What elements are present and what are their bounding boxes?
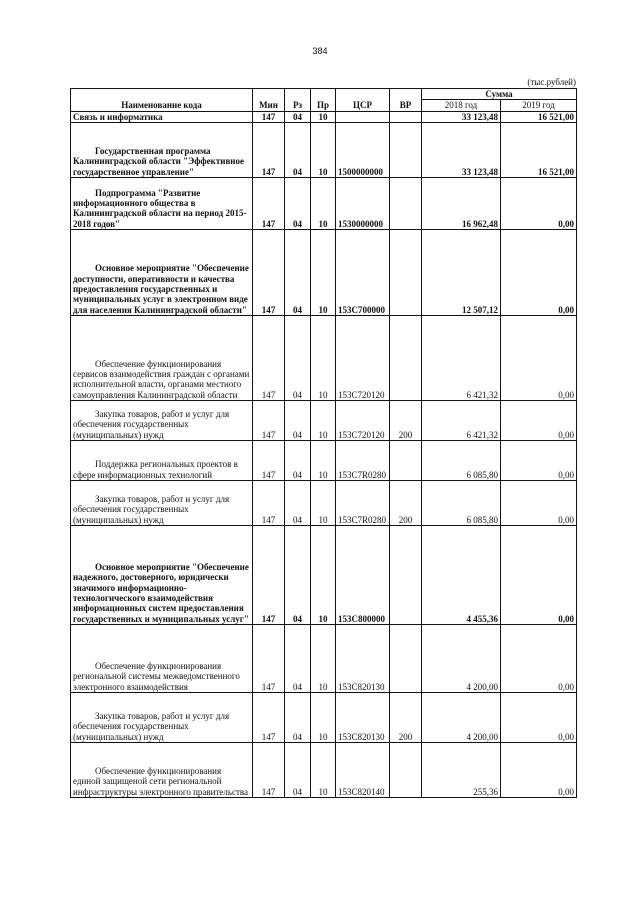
vr-cell — [390, 742, 422, 797]
sum-2019-cell: 0,00 — [501, 440, 577, 480]
pr-cell: 10 — [311, 480, 336, 525]
sum-2019-cell: 0,00 — [501, 400, 577, 440]
name-cell: Закупка товаров, работ и услуг для обеспечения государственных (муниципальных) нужд — [71, 692, 253, 742]
table-row — [71, 177, 577, 229]
pr-cell: 10 — [311, 440, 336, 480]
vr-cell — [390, 525, 422, 624]
csr-cell: 153C800000 — [336, 525, 390, 624]
sum-2019-cell: 0,00 — [501, 177, 577, 229]
pr-cell: 10 — [311, 400, 336, 440]
sum-2019-cell: 16 521,00 — [501, 122, 577, 177]
vr-cell — [390, 624, 422, 692]
pr-cell: 10 — [311, 122, 336, 177]
sum-2019-cell: 0,00 — [501, 525, 577, 624]
csr-cell: 153C820130 — [336, 624, 390, 692]
sum-2018-cell: 4 200,00 — [422, 692, 501, 742]
csr-cell: 153C7R0280 — [336, 480, 390, 525]
min-cell: 147 — [253, 742, 285, 797]
name-cell: Основное мероприятие "Обеспечение доступности, оперативности и качества предоставления государственных и муниципальных услуг в электронном виде для населения Калининградской области" — [71, 229, 253, 315]
min-cell: 147 — [253, 400, 285, 440]
table-body — [71, 111, 577, 797]
name-cell: Обеспечение функционирования региональной системы межведомственного электронного взаимодействия — [71, 624, 253, 692]
vr-cell: 200 — [390, 400, 422, 440]
min-cell: 147 — [253, 315, 285, 400]
table-row — [71, 440, 577, 480]
pr-cell: 10 — [311, 229, 336, 315]
csr-cell: 153C700000 — [336, 229, 390, 315]
sum-2019-cell: 0,00 — [501, 692, 577, 742]
pr-cell: 10 — [311, 624, 336, 692]
rz-cell: 04 — [285, 111, 311, 122]
min-cell: 147 — [253, 692, 285, 742]
csr-cell — [336, 111, 390, 122]
name-cell: Обеспечение функционирования единой защищеной сети региональной инфраструктуры электронного правительства — [71, 742, 253, 797]
table-row — [71, 624, 577, 692]
csr-cell: 153C820130 — [336, 692, 390, 742]
table-row — [71, 742, 577, 797]
sum-2018-cell: 12 507,12 — [422, 229, 501, 315]
col-header-vr: ВР — [390, 89, 422, 112]
col-header-name: Наименование кода — [71, 89, 253, 112]
col-header-min: Мин — [253, 89, 285, 112]
rz-cell: 04 — [285, 122, 311, 177]
rz-cell: 04 — [285, 315, 311, 400]
sum-2019-cell: 0,00 — [501, 229, 577, 315]
min-cell: 147 — [253, 624, 285, 692]
col-header-rz: Рз — [285, 89, 311, 112]
csr-cell: 153C720120 — [336, 400, 390, 440]
min-cell: 147 — [253, 480, 285, 525]
name-cell: Государственная программа Калининградской области "Эффективное государственное управление" — [71, 122, 253, 177]
min-cell: 147 — [253, 525, 285, 624]
sum-2018-cell: 16 962,48 — [422, 177, 501, 229]
col-header-2018: 2018 год — [422, 100, 501, 111]
vr-cell — [390, 440, 422, 480]
name-cell: Закупка товаров, работ и услуг для обеспечения государственных (муниципальных) нужд — [71, 400, 253, 440]
sum-2018-cell: 6 085,80 — [422, 480, 501, 525]
table-row — [71, 111, 577, 122]
sum-2019-cell: 0,00 — [501, 480, 577, 525]
rz-cell: 04 — [285, 480, 311, 525]
rz-cell: 04 — [285, 229, 311, 315]
vr-cell: 200 — [390, 692, 422, 742]
csr-cell: 1500000000 — [336, 122, 390, 177]
rz-cell: 04 — [285, 692, 311, 742]
pr-cell: 10 — [311, 111, 336, 122]
table-row — [71, 229, 577, 315]
pr-cell: 10 — [311, 742, 336, 797]
min-cell: 147 — [253, 111, 285, 122]
page-number: 384 — [312, 46, 328, 56]
col-header-2019: 2019 год — [501, 100, 577, 111]
min-cell: 147 — [253, 177, 285, 229]
pr-cell: 10 — [311, 177, 336, 229]
csr-cell: 153C7R0280 — [336, 440, 390, 480]
budget-table — [70, 88, 577, 798]
table-row — [71, 692, 577, 742]
sum-2018-cell: 4 200,00 — [422, 624, 501, 692]
rz-cell: 04 — [285, 177, 311, 229]
sum-2018-cell: 255,36 — [422, 742, 501, 797]
sum-2019-cell: 0,00 — [501, 742, 577, 797]
sum-2019-cell: 16 521,00 — [501, 111, 577, 122]
pr-cell: 10 — [311, 315, 336, 400]
vr-cell: 200 — [390, 480, 422, 525]
name-cell: Связь и информатика — [71, 111, 253, 122]
table-row — [71, 525, 577, 624]
min-cell: 147 — [253, 229, 285, 315]
col-header-pr: Пр — [311, 89, 336, 112]
col-header-csr: ЦСР — [336, 89, 390, 112]
pr-cell: 10 — [311, 525, 336, 624]
vr-cell — [390, 229, 422, 315]
name-cell: Подпрограмма "Развитие информационного общества в Калининградской области на период 2015-2018 годов" — [71, 177, 253, 229]
table-row — [71, 315, 577, 400]
sum-2019-cell: 0,00 — [501, 624, 577, 692]
vr-cell — [390, 122, 422, 177]
vr-cell — [390, 177, 422, 229]
table-row — [71, 122, 577, 177]
table-row — [71, 400, 577, 440]
min-cell: 147 — [253, 440, 285, 480]
name-cell: Основное мероприятие "Обеспечение надежного, достоверного, юридически значимого информационно-технологического взаимодействия информационных систем предоставления государственных и муниципальных услуг" — [71, 525, 253, 624]
csr-cell: 1530000000 — [336, 177, 390, 229]
sum-2018-cell: 4 455,36 — [422, 525, 501, 624]
rz-cell: 04 — [285, 624, 311, 692]
csr-cell: 153C820140 — [336, 742, 390, 797]
sum-2018-cell: 6 085,80 — [422, 440, 501, 480]
vr-cell — [390, 315, 422, 400]
pr-cell: 10 — [311, 692, 336, 742]
name-cell: Обеспечение функционирования сервисов взаимодействия граждан с органами исполнительной власти, органами местного самоуправления Калининградской области — [71, 315, 253, 400]
name-cell: Поддержка региональных проектов в сфере информационных технологий — [71, 440, 253, 480]
sum-2018-cell: 6 421,32 — [422, 315, 501, 400]
rz-cell: 04 — [285, 525, 311, 624]
name-cell: Закупка товаров, работ и услуг для обеспечения государственных (муниципальных) нужд — [71, 480, 253, 525]
csr-cell: 153C720120 — [336, 315, 390, 400]
sum-2018-cell: 33 123,48 — [422, 111, 501, 122]
rz-cell: 04 — [285, 742, 311, 797]
col-header-sum: Сумма — [422, 89, 577, 100]
sum-2018-cell: 6 421,32 — [422, 400, 501, 440]
units-label: (тыс.рублей) — [527, 77, 576, 87]
table-row — [71, 480, 577, 525]
sum-2019-cell: 0,00 — [501, 315, 577, 400]
rz-cell: 04 — [285, 400, 311, 440]
min-cell: 147 — [253, 122, 285, 177]
vr-cell — [390, 111, 422, 122]
rz-cell: 04 — [285, 440, 311, 480]
sum-2018-cell: 33 123,48 — [422, 122, 501, 177]
